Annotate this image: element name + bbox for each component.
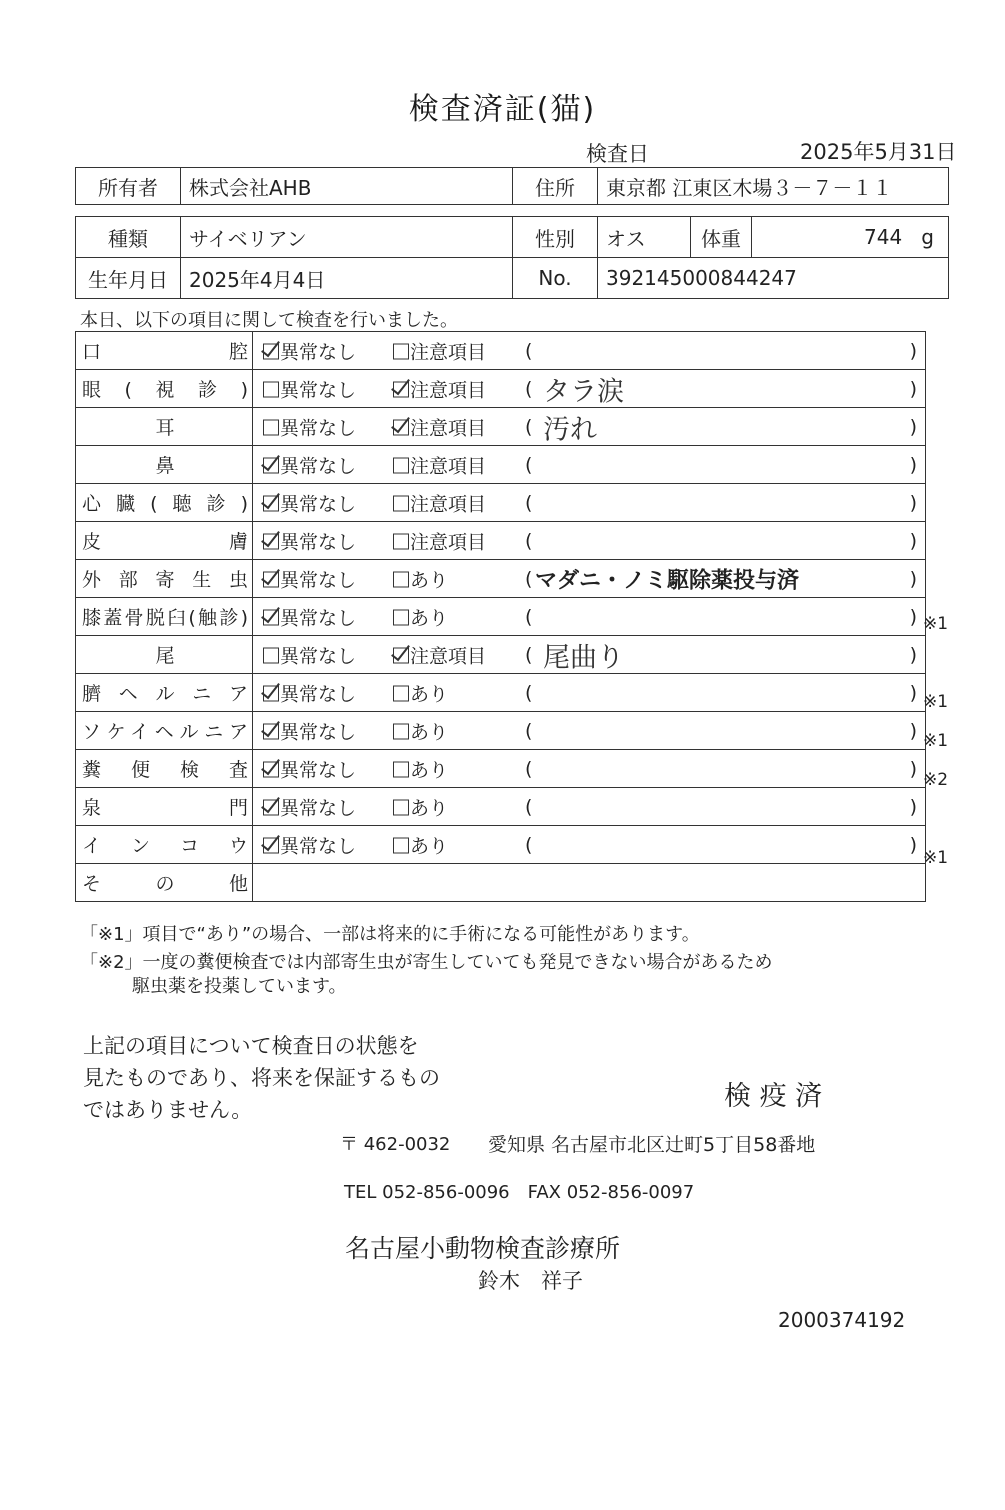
checkbox-secondary[interactable] (393, 723, 409, 739)
note-close-paren: ) (909, 757, 917, 780)
note-close-paren: ) (909, 377, 917, 400)
option-secondary[interactable] (393, 793, 448, 820)
note-close-paren: ) (909, 529, 917, 552)
option-secondary[interactable] (393, 527, 486, 554)
checkbox-secondary[interactable] (393, 837, 409, 853)
exam-item-label: 心臓(聴診) (82, 493, 248, 515)
exam-options-cell (253, 598, 926, 636)
exam-item-label: 泉門 (82, 797, 248, 819)
option-normal-label: 異常なし (280, 835, 357, 857)
option-secondary[interactable] (393, 679, 448, 706)
breed-value: サイベリアン (181, 217, 513, 258)
exam-row (76, 750, 926, 788)
exam-options-cell (253, 522, 926, 560)
note-open-paren: ( (525, 491, 533, 514)
option-normal-label: 異常なし (280, 797, 357, 819)
note-open-paren: ( (525, 681, 533, 704)
disclaimer-line: 上記の項目について検査日の状態を (83, 1034, 419, 1058)
note-open-paren: ( (525, 643, 533, 666)
page-title: 検査済証(猫) (408, 92, 597, 127)
exam-row (76, 788, 926, 826)
weight-unit: g (921, 225, 934, 249)
option-normal[interactable] (263, 679, 356, 706)
note-close-paren: ) (909, 453, 917, 476)
exam-date-label: 検査日 (586, 142, 649, 166)
footnote-mark: ※2 (923, 770, 949, 790)
note-close-paren: ) (909, 681, 917, 704)
option-normal[interactable] (263, 831, 356, 858)
exam-item-cell (76, 408, 253, 446)
checkbox-normal[interactable] (263, 761, 279, 777)
option-secondary[interactable] (393, 489, 486, 516)
disclaimer-line: ではありません。 (83, 1098, 253, 1122)
option-secondary-label: あり (410, 759, 449, 781)
intro-text: 本日、以下の項目に関して検査を行いました。 (80, 310, 458, 331)
checkbox-normal[interactable] (263, 571, 279, 587)
note-close-paren: ) (909, 795, 917, 818)
serial-number: 2000374192 (778, 1308, 906, 1332)
exam-item-label: インコウ (82, 835, 248, 857)
birthdate-label: 生年月日 (76, 258, 181, 299)
weight-label: 体重 (691, 217, 752, 258)
option-normal[interactable] (263, 375, 356, 402)
weight-value: 744 (864, 225, 903, 249)
exam-item-cell (76, 826, 253, 864)
option-secondary-label: あり (410, 607, 449, 629)
checkbox-secondary[interactable] (393, 457, 409, 473)
clinic-name: 名古屋小動物検査診療所 (345, 1234, 621, 1263)
exam-item-cell (76, 560, 253, 598)
exam-item-cell (76, 332, 253, 370)
exam-item-cell (76, 598, 253, 636)
checkbox-normal[interactable] (263, 419, 279, 435)
exam-item-label: ソケイヘルニア (82, 721, 248, 743)
option-normal[interactable] (263, 451, 356, 478)
note-open-paren: ( (525, 377, 533, 400)
exam-item-cell (76, 636, 253, 674)
option-normal[interactable] (263, 337, 356, 364)
exam-table (75, 331, 926, 902)
exam-row (76, 826, 926, 864)
birthdate-value: 2025年4月4日 (181, 258, 513, 299)
option-secondary-label: あり (410, 721, 449, 743)
exam-item-cell (76, 788, 253, 826)
disclaimer (83, 1030, 440, 1126)
note-open-paren: ( (525, 529, 533, 552)
note-close-paren: ) (909, 339, 917, 362)
option-secondary[interactable] (393, 451, 486, 478)
option-secondary-label: 注意項目 (410, 379, 487, 401)
checkbox-normal[interactable] (263, 381, 279, 397)
option-secondary-label: 注意項目 (410, 341, 487, 363)
option-secondary[interactable] (393, 641, 486, 668)
option-normal-label: 異常なし (280, 683, 357, 705)
option-secondary[interactable] (393, 337, 486, 364)
exam-item-label: 眼(視診) (82, 379, 248, 401)
note-close-paren: ) (909, 643, 917, 666)
option-normal[interactable] (263, 413, 356, 440)
option-normal-label: 異常なし (280, 569, 357, 591)
exam-options-cell (253, 332, 926, 370)
option-secondary[interactable] (393, 603, 448, 630)
exam-row-other (76, 864, 926, 902)
exam-item-cell (76, 484, 253, 522)
exam-row (76, 370, 926, 408)
note-open-paren: ( (525, 719, 533, 742)
note-text: 尾曲り (543, 642, 624, 673)
exam-options-cell (253, 560, 926, 598)
checkbox-normal[interactable] (263, 533, 279, 549)
option-secondary[interactable] (393, 565, 448, 592)
owner-table (75, 167, 949, 205)
exam-row (76, 408, 926, 446)
animal-table (75, 216, 949, 299)
note-open-paren: ( (525, 605, 533, 628)
exam-item-cell (76, 674, 253, 712)
note-open-paren: ( (525, 453, 533, 476)
checkbox-normal[interactable] (263, 685, 279, 701)
option-secondary[interactable] (393, 375, 486, 402)
checkbox-secondary[interactable] (393, 419, 409, 435)
footnote-2-line2: 駆虫薬を投薬しています。 (132, 976, 347, 997)
option-normal-label: 異常なし (280, 341, 357, 363)
note-close-paren: ) (909, 605, 917, 628)
option-normal-label: 異常なし (280, 645, 357, 667)
option-normal[interactable] (263, 793, 356, 820)
exam-item-label: 口腔 (82, 341, 248, 363)
exam-item-label: 皮膚 (82, 531, 248, 553)
note-close-paren: ) (909, 491, 917, 514)
exam-options-cell (253, 484, 926, 522)
option-secondary[interactable] (393, 717, 448, 744)
option-normal[interactable] (263, 717, 356, 744)
note-open-paren: ( (525, 567, 533, 590)
sex-value: オス (598, 217, 691, 258)
checkbox-secondary[interactable] (393, 761, 409, 777)
note-open-paren: ( (525, 339, 533, 362)
exam-item-cell (76, 750, 253, 788)
option-normal[interactable] (263, 755, 356, 782)
exam-options-cell (253, 636, 926, 674)
number-label: No. (513, 258, 598, 299)
option-secondary[interactable] (393, 755, 448, 782)
other-label: その他 (82, 873, 248, 895)
exam-item-cell (76, 522, 253, 560)
exam-row (76, 598, 926, 636)
option-secondary-label: あり (410, 683, 449, 705)
footnote-2-line1: 「※2」一度の糞便検査では内部寄生虫が寄生していても発見できない場合があるため (80, 952, 773, 973)
exam-options-cell (253, 408, 926, 446)
note-close-paren: ) (909, 719, 917, 742)
option-normal[interactable] (263, 565, 356, 592)
exam-options-cell (253, 370, 926, 408)
exam-row (76, 636, 926, 674)
checkbox-secondary[interactable] (393, 647, 409, 663)
checkbox-secondary[interactable] (393, 495, 409, 511)
checkbox-secondary[interactable] (393, 533, 409, 549)
option-secondary-label: 注意項目 (410, 493, 487, 515)
option-normal-label: 異常なし (280, 417, 357, 439)
weight-cell (752, 217, 949, 258)
note-open-paren: ( (525, 415, 533, 438)
postal-code: 〒 462-0032 (340, 1134, 451, 1155)
footnote-mark: ※1 (923, 731, 949, 751)
breed-label: 種類 (76, 217, 181, 258)
exam-item-label: 耳 (155, 417, 175, 439)
checkbox-normal[interactable] (263, 495, 279, 511)
option-secondary-label: あり (410, 797, 449, 819)
address-label: 住所 (513, 168, 598, 205)
exam-options-cell (253, 788, 926, 826)
footnote-mark: ※1 (923, 848, 949, 868)
address-value: 東京都 江東区木場３－７－１１ (598, 168, 949, 205)
option-normal-label: 異常なし (280, 493, 357, 515)
exam-item-cell (76, 712, 253, 750)
checkbox-normal[interactable] (263, 837, 279, 853)
checkbox-normal[interactable] (263, 343, 279, 359)
number-value: 392145000844247 (598, 258, 949, 299)
option-secondary-label: 注意項目 (410, 645, 487, 667)
exam-row (76, 484, 926, 522)
disclaimer-line: 見たものであり、将来を保証するもの (83, 1066, 440, 1090)
checkbox-secondary[interactable] (393, 609, 409, 625)
footnote-1: 「※1」項目で“あり”の場合、一部は将来的に手術になる可能性があります。 (80, 924, 700, 945)
exam-row (76, 522, 926, 560)
checkbox-normal[interactable] (263, 799, 279, 815)
clinic-address: 愛知県 名古屋市北区辻町5丁目58番地 (488, 1134, 816, 1156)
option-normal-label: 異常なし (280, 379, 357, 401)
option-normal[interactable] (263, 527, 356, 554)
note-text: 汚れ (543, 414, 597, 445)
footnote-mark: ※1 (923, 614, 949, 634)
owner-label: 所有者 (76, 168, 181, 205)
option-normal-label: 異常なし (280, 721, 357, 743)
exam-date: 2025年5月31日 (800, 140, 957, 164)
checkbox-normal[interactable] (263, 647, 279, 663)
option-normal-label: 異常なし (280, 531, 357, 553)
note-close-paren: ) (909, 567, 917, 590)
exam-item-label: 臍ヘルニア (82, 683, 248, 705)
inspected-stamp: 検 疫 済 (724, 1081, 823, 1112)
exam-options-cell (253, 674, 926, 712)
note-open-paren: ( (525, 833, 533, 856)
checkbox-normal[interactable] (263, 723, 279, 739)
exam-options-cell (253, 750, 926, 788)
option-secondary-label: 注意項目 (410, 531, 487, 553)
option-secondary[interactable] (393, 413, 486, 440)
exam-row (76, 560, 926, 598)
exam-row (76, 712, 926, 750)
sex-label: 性別 (513, 217, 598, 258)
exam-item-label: 鼻 (155, 455, 175, 477)
exam-item-cell (76, 446, 253, 484)
exam-options-cell (253, 826, 926, 864)
option-secondary-label: 注意項目 (410, 455, 487, 477)
option-secondary-label: あり (410, 835, 449, 857)
exam-row (76, 446, 926, 484)
exam-item-label: 尾 (155, 645, 175, 667)
vet-name: 鈴木 祥子 (478, 1269, 583, 1293)
note-close-paren: ) (909, 415, 917, 438)
exam-row (76, 674, 926, 712)
exam-item-cell (76, 864, 253, 902)
exam-row (76, 332, 926, 370)
option-normal-label: 異常なし (280, 455, 357, 477)
footnote-mark: ※1 (923, 692, 949, 712)
note-text: マダニ・ノミ駆除薬投与済 (535, 568, 800, 593)
note-text: タラ涙 (543, 376, 624, 407)
note-close-paren: ) (909, 833, 917, 856)
option-normal[interactable] (263, 603, 356, 630)
note-open-paren: ( (525, 757, 533, 780)
checkbox-secondary[interactable] (393, 685, 409, 701)
option-secondary-label: 注意項目 (410, 417, 487, 439)
exam-options-cell (253, 446, 926, 484)
option-secondary-label: あり (410, 569, 449, 591)
exam-item-cell (76, 370, 253, 408)
exam-item-label: 外部寄生虫 (82, 569, 248, 591)
option-normal[interactable] (263, 489, 356, 516)
exam-item-label: 糞便検査 (82, 759, 248, 781)
checkbox-secondary[interactable] (393, 343, 409, 359)
owner-value: 株式会社AHB (181, 168, 513, 205)
other-notes-cell[interactable] (253, 864, 926, 902)
checkbox-normal[interactable] (263, 457, 279, 473)
checkbox-normal[interactable] (263, 609, 279, 625)
clinic-phone: TEL 052-856-0096 FAX 052-856-0097 (344, 1182, 695, 1203)
option-secondary[interactable] (393, 831, 448, 858)
option-normal-label: 異常なし (280, 607, 357, 629)
option-normal[interactable] (263, 641, 356, 668)
checkbox-secondary[interactable] (393, 799, 409, 815)
note-open-paren: ( (525, 795, 533, 818)
checkbox-secondary[interactable] (393, 571, 409, 587)
checkbox-secondary[interactable] (393, 381, 409, 397)
option-normal-label: 異常なし (280, 759, 357, 781)
exam-item-label: 膝蓋骨脱臼(触診) (82, 607, 248, 629)
exam-options-cell (253, 712, 926, 750)
